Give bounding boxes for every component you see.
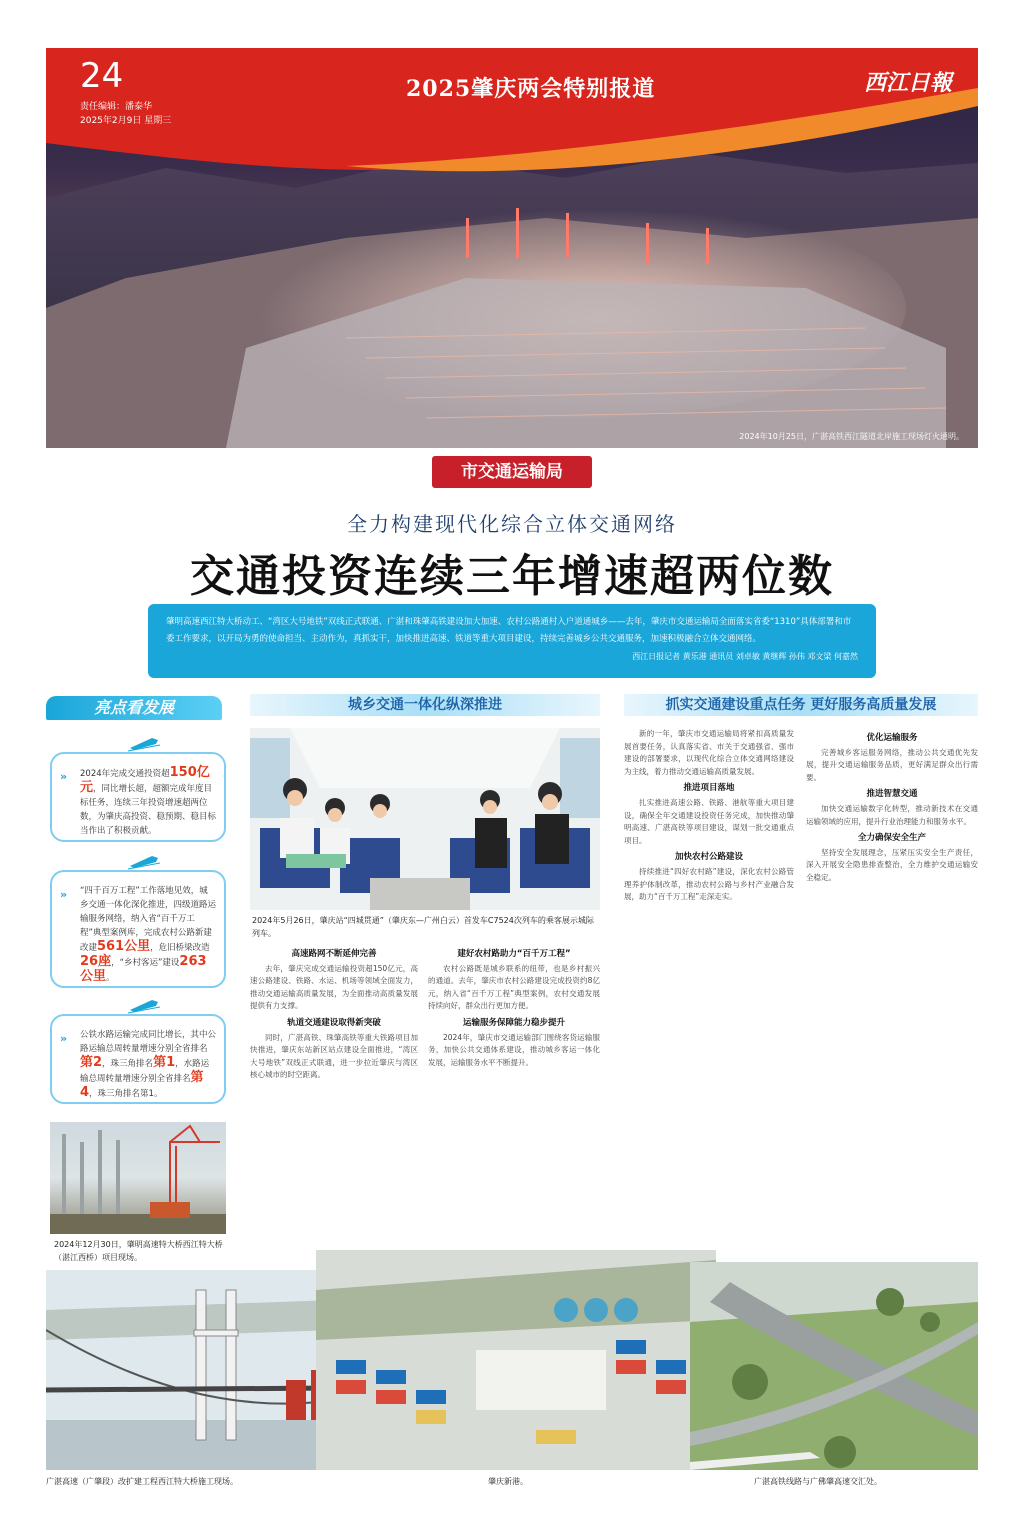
train-icon <box>128 734 160 752</box>
train-passengers-photo <box>250 728 600 910</box>
section-body: 坚持安全发展理念，压紧压实安全生产责任，深入开展安全隐患排查整治，全力维护交通运输安全稳定。 <box>806 847 978 882</box>
highlight-value: 561公里 <box>97 939 151 954</box>
section-body: 2024年，肇庆市交通运输部门围绕客货运输服务，加快公共交通体系建设，推动城乡客运一体化发展，运输服务水平不断提升。 <box>428 1032 600 1067</box>
section-heading: 优化运输服务 <box>866 733 918 743</box>
editor-info: 责任编辑：潘泰华 2025年2月9日 星期三 <box>80 102 172 126</box>
section-heading: 建好农村路助力“百千万工程” <box>457 949 571 959</box>
highlight-value: 第2 <box>80 1055 103 1070</box>
middle-text-col-2 <box>428 944 600 1254</box>
section-heading: 加快农村公路建设 <box>674 852 743 863</box>
highway-interchange-scene <box>690 1262 978 1470</box>
right-text-col-1 <box>624 728 794 1248</box>
section-body: 持续推进“四好农村路”建设，深化农村公路管理养护体制改革，推动农村公路与乡村产业融合发展，助力“百千万工程”走深走实。 <box>624 866 794 902</box>
highlight-value: 第1 <box>153 1055 176 1070</box>
container-port-scene <box>316 1250 716 1470</box>
section-body: 完善城乡客运服务网络，推动公共交通优先发展，提升交通运输服务品质，更好满足群众出行需要。 <box>806 747 978 782</box>
sidebar-photo-caption: 2024年12月30日，肇明高速特大桥西江特大桥（湛江西桥）项目现场。 <box>54 1240 223 1262</box>
middle-text-col-1 <box>250 944 418 1254</box>
section-heading: 推进项目落地 <box>683 783 735 794</box>
lead-box <box>148 604 876 678</box>
middle-photo-caption: 2024年5月26日，肇庆站“四城贯通”（肇庆东—广州白云）首发车C7524次列车的乘客展示城际列车。 <box>252 916 594 938</box>
page-number: 24 <box>80 56 124 96</box>
section-body: 去年，肇庆完成交通运输投资超150亿元，高速公路建设、铁路、水运、机场等领域全面发力，推动交通运输高质量发展，为全面推动高质量发展提供有力支撑。 <box>250 963 418 1011</box>
crane-scene <box>50 1122 226 1234</box>
sidebar-title: 亮点看发展 <box>46 696 222 720</box>
subheadline: 全力构建现代化综合立体交通网络 <box>347 512 677 536</box>
headline: 交通投资连续三年增速超两位数 <box>190 551 834 602</box>
train-icon <box>128 996 160 1014</box>
section-body: 农村公路既是城乡联系的纽带，也是乡村振兴的通道。去年，肇庆市农村公路建设完成投资约8亿元，纳入省“百千万工程”典型案例，农村交通发展持续向好，群众出行更加方便。 <box>428 963 600 1011</box>
highway-rail-photo <box>690 1262 978 1470</box>
highlight-value: 263公里 <box>80 954 207 984</box>
highlight-value: 第4 <box>80 1070 204 1100</box>
highlight-card-3: » 公铁水路运输完成同比增长，其中公路运输总周转量增速分别全省排名第2，珠三角排名第1，水路运输总周转量增速分别全省排名第4，珠三角排名第1。 <box>50 1014 226 1104</box>
bottom-caption-1: 广湛高速（广肇段）改扩建工程西江特大桥施工现场。 <box>46 1477 238 1486</box>
section-heading: 推进智慧交通 <box>866 789 918 800</box>
middle-column-title: 城乡交通一体化纵深推进 <box>250 694 600 716</box>
section-heading: 运输服务保障能力稳步提升 <box>462 1017 565 1028</box>
bottom-caption-3: 广湛高铁线路与广佛肇高速交汇处。 <box>754 1477 882 1486</box>
double-arrow-icon: » <box>60 1032 68 1045</box>
section-heading: 高速路网不断延伸完善 <box>291 949 377 959</box>
highlight-card-1: » 2024年完成交通投资超150亿元，同比增长超，超额完成年度目标任务，连续三年投资增速超两位数，为肇庆高投资、稳预期、稳目标当作出了积极贡献。 <box>50 752 226 842</box>
hero-photo <box>46 48 978 448</box>
red-ribbon-banner <box>46 48 978 198</box>
double-arrow-icon: » <box>60 888 68 901</box>
bridge-photo <box>46 1270 336 1470</box>
special-report-title: 2025肇庆两会特别报道 <box>406 76 656 102</box>
double-arrow-icon: » <box>60 770 68 783</box>
bottom-caption-2: 肇庆新港。 <box>488 1477 528 1486</box>
bridge-construction-photo <box>50 1122 226 1234</box>
byline: 西江日报记者 黄乐港 通讯员 刘卓敏 黄继辉 孙伟 邓文梁 何嘉然 <box>632 652 858 661</box>
section-body: 同时，广湛高铁、珠肇高铁等重大铁路项目加快推进，肇庆东站新区站点建设全面推进，“湾区大号地铁”双线正式联通，进一步拉近肇庆与湾区核心城市的时空距离。 <box>250 1032 418 1080</box>
train-icon <box>128 852 160 870</box>
train-interior-scene <box>250 728 600 910</box>
section-body: 新的一年，肇庆市交通运输局将紧扣高质量发展首要任务，认真落实省、市关于交通强省、强市建设的部署要求，以现代化综合立体交通网络建设为主线，着力推动交通运输高质量发展。 <box>624 729 794 776</box>
port-photo <box>316 1250 716 1470</box>
section-body: 加快交通运输数字化转型，推动新技术在交通运输领域的应用，提升行业治理能力和服务水平。 <box>806 803 978 826</box>
right-text-col-2 <box>806 728 978 1248</box>
section-body: 扎实推进高速公路、铁路、港航等重大项目建设，确保全年交通建设投资任务完成，加快推动肇明高速、广湛高铁等项目建设，谋划一批交通重点项目。 <box>624 797 794 845</box>
right-column-title: 抓实交通建设重点任务 更好服务高质量发展 <box>624 694 978 716</box>
highlight-value: 150亿元 <box>80 765 210 795</box>
department-tag: 市交通运输局 <box>432 456 592 488</box>
highlight-value: 26座 <box>80 954 112 969</box>
section-heading: 全力确保安全生产 <box>857 833 926 844</box>
section-heading: 轨道交通建设取得新突破 <box>287 1017 381 1028</box>
masthead-logo: 西江日報 <box>863 70 952 96</box>
suspension-bridge-scene <box>46 1270 336 1470</box>
hero-caption: 2024年10月25日，广湛高铁西江隧道北岸施工现场灯火通明。 <box>739 432 964 441</box>
highlight-card-2: » “四千百万工程”工作落地见效，城乡交通一体化深化推进，四级道路运输服务网络，纳入省“百千万工程”典型案例库，完成农村公路新建改建561公里，危旧桥梁改造26座，“乡村客运”建设263公里。 <box>50 870 226 988</box>
lead-text: 肇明高速西江特大桥动工、“湾区大号地铁”双线正式联通、广湛和珠肇高铁建设加大加速、农村公路通村入户道通城乡——去年，肇庆市交通运输局全面落实省委“1310”具体部署和市委工作要求，以开局为勇的使命担当、主动作为，真抓实干，加快推进高速、铁道等重大项目建设，持续完善城乡公共交通服务，加速积极融合立体交通网络。 <box>166 617 852 644</box>
